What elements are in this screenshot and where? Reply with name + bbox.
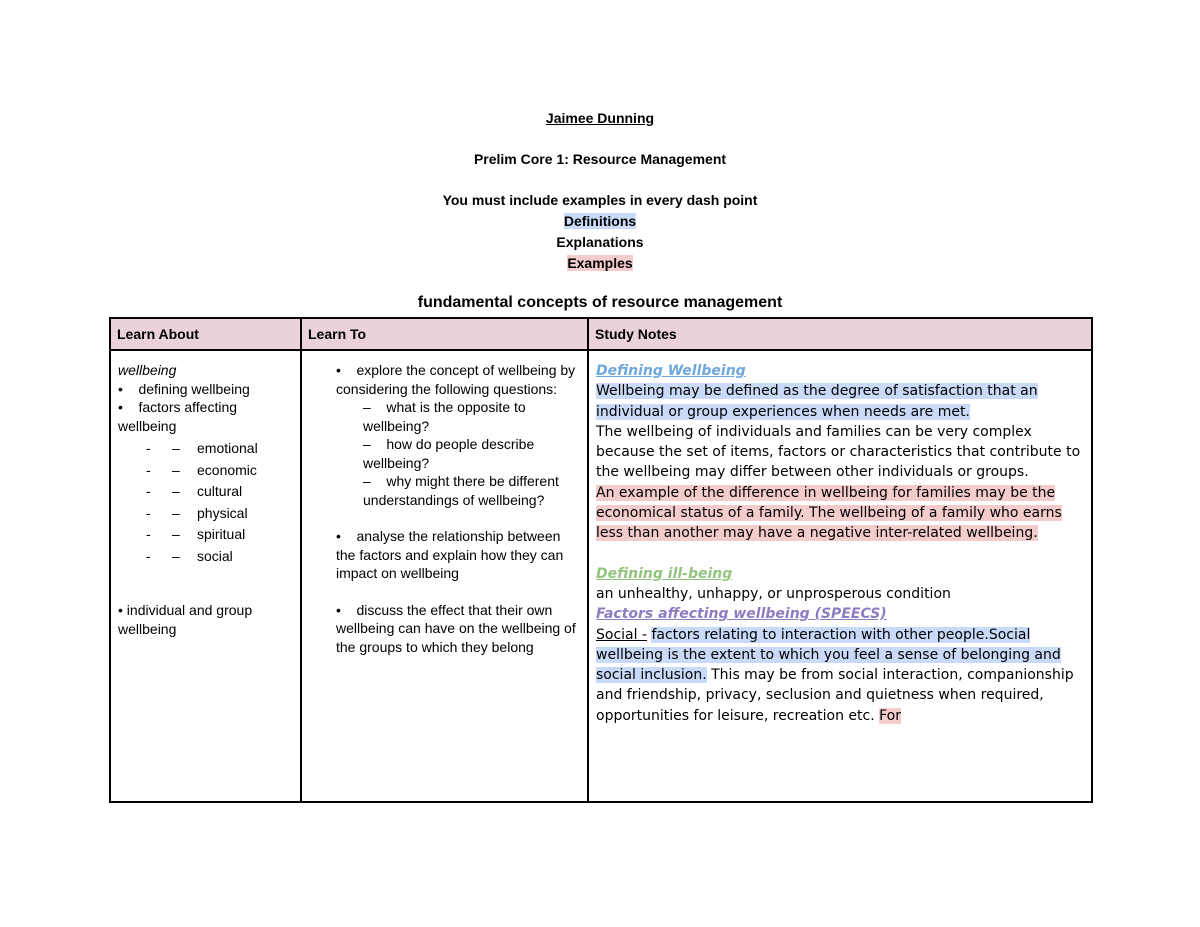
learn-to-item bbox=[309, 361, 580, 398]
explanation-social: This may be from social interaction, companionship and friendship, privacy, seclusion and quietness when required, opportunities for leisure, recreation etc. bbox=[596, 667, 1074, 724]
learn-to-text: discuss the effect that their own wellbeing can have on the wellbeing of the groups to which they belong bbox=[336, 601, 576, 655]
factor-item bbox=[118, 460, 293, 482]
study-table bbox=[109, 317, 1093, 803]
endash-glyph: – bbox=[172, 440, 180, 456]
explanation-wellbeing: The wellbeing of individuals and families can be very complex because the set of items, factors or characteristics that contribute to the wellbeing may differ between other individuals or groups. bbox=[596, 423, 1081, 481]
heading-defining-wellbeing: Defining Wellbeing bbox=[596, 363, 746, 379]
learn-to-subtext: why might there be different understandings of wellbeing? bbox=[363, 473, 559, 508]
heading-defining-illbeing: Defining ill-being bbox=[596, 565, 733, 582]
list-item bbox=[118, 601, 293, 638]
learn-to-text: explore the concept of wellbeing by considering the following questions: bbox=[336, 362, 576, 397]
learn-to-item bbox=[309, 527, 580, 583]
learn-to-subitem bbox=[336, 435, 580, 472]
factor-label: economic bbox=[197, 461, 257, 478]
document-header bbox=[0, 108, 1200, 274]
learn-about-cell bbox=[110, 350, 301, 802]
factor-item bbox=[118, 438, 293, 460]
factor-item bbox=[118, 481, 293, 503]
factor-label: cultural bbox=[197, 483, 243, 499]
factor-label: spiritual bbox=[197, 526, 246, 542]
learn-to-subitem bbox=[336, 472, 580, 509]
learn-to-subitem bbox=[336, 398, 580, 435]
endash-glyph: – bbox=[172, 483, 180, 499]
study-notes-cell bbox=[588, 350, 1092, 802]
definition-illbeing: an unhealthy, unhappy, or unprosperous condition bbox=[596, 585, 951, 602]
endash-glyph: – bbox=[363, 399, 371, 415]
endash-glyph: – bbox=[172, 461, 180, 478]
author-name: Jaimee Dunning bbox=[545, 110, 655, 126]
instruction-text: You must include examples in every dash point bbox=[442, 192, 758, 208]
dash-glyph: - bbox=[146, 440, 151, 456]
course-title: Prelim Core 1: Resource Management bbox=[473, 151, 727, 167]
bullet-glyph: • bbox=[118, 380, 123, 397]
example-wellbeing: An example of the difference in wellbeing for families may be the economical status of a family. The wellbeing of a family who earns less than another may have a negative inter-related wellbeing. bbox=[596, 484, 1062, 542]
learn-about-bullet: defining wellbeing bbox=[138, 380, 250, 397]
endash-glyph: – bbox=[172, 547, 180, 564]
endash-glyph: – bbox=[363, 473, 371, 489]
definition-social: factors relating to interaction with other people.Social wellbeing is the extent to which you feel a sense of belonging and social inclusion. bbox=[596, 626, 1061, 684]
learn-to-subtext: what is the opposite to wellbeing? bbox=[363, 399, 526, 434]
social-label: Social - bbox=[596, 626, 648, 643]
bullet-glyph: • bbox=[118, 602, 123, 618]
table-header-row bbox=[110, 318, 1092, 350]
definition-wellbeing: Wellbeing may be defined as the degree of satisfaction that an individual or group experiences when needs are met. bbox=[596, 383, 1038, 420]
legend-examples: Examples bbox=[567, 255, 633, 271]
header-learn-about: Learn About bbox=[110, 318, 301, 350]
learn-to-item bbox=[309, 601, 580, 657]
learn-about-topic: wellbeing bbox=[118, 362, 177, 378]
table-row bbox=[110, 350, 1092, 802]
dash-glyph: - bbox=[146, 547, 151, 564]
header-learn-to: Learn To bbox=[301, 318, 588, 350]
factor-item bbox=[118, 546, 293, 568]
factor-item bbox=[118, 503, 293, 525]
legend-explanations: Explanations bbox=[556, 234, 644, 250]
factor-item bbox=[118, 524, 293, 546]
heading-factors-affecting: Factors affecting wellbeing (SPEECS) bbox=[596, 606, 887, 623]
learn-about-bullet: individual and group wellbeing bbox=[118, 602, 253, 637]
dash-glyph: - bbox=[146, 483, 151, 499]
dash-glyph: - bbox=[146, 461, 151, 478]
learn-to-cell bbox=[301, 350, 588, 802]
bullet-glyph: • bbox=[336, 601, 341, 618]
endash-glyph: – bbox=[172, 504, 180, 521]
factor-label: social bbox=[197, 547, 233, 564]
list-item bbox=[118, 380, 293, 399]
section-title: fundamental concepts of resource management bbox=[417, 294, 783, 311]
bullet-glyph: • bbox=[336, 362, 341, 378]
header-study-notes: Study Notes bbox=[588, 318, 1092, 350]
learn-to-text: analyse the relationship between the factors and explain how they can impact on wellbeing bbox=[336, 528, 564, 581]
endash-glyph: – bbox=[363, 436, 371, 452]
bullet-glyph: • bbox=[118, 399, 123, 415]
list-item bbox=[118, 398, 293, 435]
learn-to-subtext: how do people describe wellbeing? bbox=[363, 436, 535, 471]
bullet-glyph: • bbox=[336, 528, 341, 544]
dash-glyph: - bbox=[146, 504, 151, 521]
factor-label: emotional bbox=[197, 440, 258, 456]
example-social: For bbox=[879, 707, 901, 724]
endash-glyph: – bbox=[172, 526, 180, 542]
factor-label: physical bbox=[197, 504, 248, 521]
legend-definitions: Definitions bbox=[563, 213, 637, 229]
dash-glyph: - bbox=[146, 526, 151, 542]
learn-about-bullet: factors affecting wellbeing bbox=[118, 399, 238, 434]
